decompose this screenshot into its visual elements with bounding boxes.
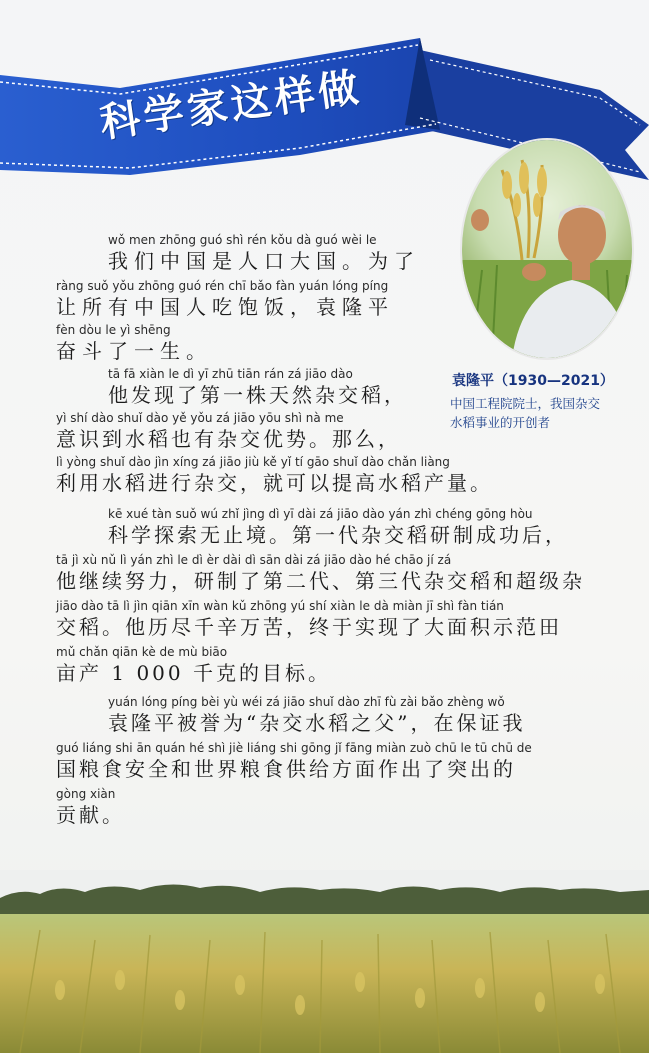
text-line [56,506,635,548]
pinyin-row: tā fā xiàn le dì yī zhū tiān rán zá jiāo dào [108,367,353,381]
pinyin-row: ràng suǒ yǒu zhōng guó rén chī bǎo fàn yuán lóng píng [56,279,389,293]
page-title: 科学家这样做 [97,63,366,147]
pinyin-row: mǔ chǎn qiān kè de mù biāo [56,645,228,659]
text-line [56,410,635,452]
hanzi-row: 袁隆平被誉为“杂交水稻之父”，在保证我 [108,711,526,735]
hanzi-row: 贡献。 [56,803,125,827]
text-line [56,232,635,274]
text-line [56,278,635,320]
pinyin-row: fèn dòu le yì shēng [56,323,171,337]
hanzi-row: 利用水稻进行杂交，就可以提高水稻产量。 [56,471,493,495]
caption-desc-line-2: 水稻事业的开创者 [450,415,551,430]
hanzi-row: 让所有中国人吃饱饭，袁隆平 [56,295,394,319]
pinyin-row: guó liáng shi ān quán hé shì jiè liáng shi gōng jǐ fāng miàn zuò chū le tū chū de [56,741,532,755]
text-line [56,598,635,640]
hanzi-row: 我们中国是人口大国。为了 [108,249,420,273]
pinyin-row: gòng xiàn [56,787,116,801]
text-line [56,740,635,782]
pinyin-row: kē xué tàn suǒ wú zhǐ jìng dì yī dài zá jiāo dào yán zhì chéng gōng hòu [108,507,533,521]
caption-name: 袁隆平（1930—2021） [452,373,614,389]
pinyin-row: tā jì xù nǔ lì yán zhì le dì èr dài dì sān dài zá jiāo dào hé chāo jí zá [56,553,452,567]
pinyin-row: lì yòng shuǐ dào jìn xíng zá jiāo jiù kě yǐ tí gāo shuǐ dào chǎn liàng [56,455,450,469]
caption-desc-line-1: 中国工程院院士，我国杂交 [450,396,601,411]
hanzi-row: 科学探索无止境。第一代杂交稻研制成功后， [108,523,568,547]
text-line [56,322,635,364]
hanzi-row: 亩产 1 000 千克的目标。 [56,661,331,685]
text-line [56,644,635,686]
text-line [56,552,635,594]
hanzi-row: 他发现了第一株天然杂交稻， [108,383,407,407]
rice-field-illustration [0,870,649,1053]
hanzi-row: 意识到水稻也有杂交优势。那么， [56,427,401,451]
pinyin-row: yuán lóng píng bèi yù wéi zá jiāo shuǐ dào zhī fù zài bǎo zhèng wǒ [108,695,505,709]
hanzi-row: 他继续努力，研制了第二代、第三代杂交稻和超级杂 [56,569,585,593]
text-line [56,694,635,736]
text-line [56,366,635,408]
pinyin-row: jiāo dào tā lì jìn qiān xīn wàn kǔ zhōng yú shí xiàn le dà miàn jī shì fàn tián [56,599,504,613]
pinyin-row: yì shí dào shuǐ dào yě yǒu zá jiāo yōu shì nà me [56,411,344,425]
hanzi-row: 奋斗了一生。 [56,339,212,363]
text-line [56,786,635,828]
pinyin-row: wǒ men zhōng guó shì rén kǒu dà guó wèi le [108,233,377,247]
hanzi-row: 交稻。他历尽千辛万苦，终于实现了大面积示范田 [56,615,562,639]
text-line [56,454,635,496]
hanzi-row: 国粮食安全和世界粮食供给方面作出了突出的 [56,757,516,781]
